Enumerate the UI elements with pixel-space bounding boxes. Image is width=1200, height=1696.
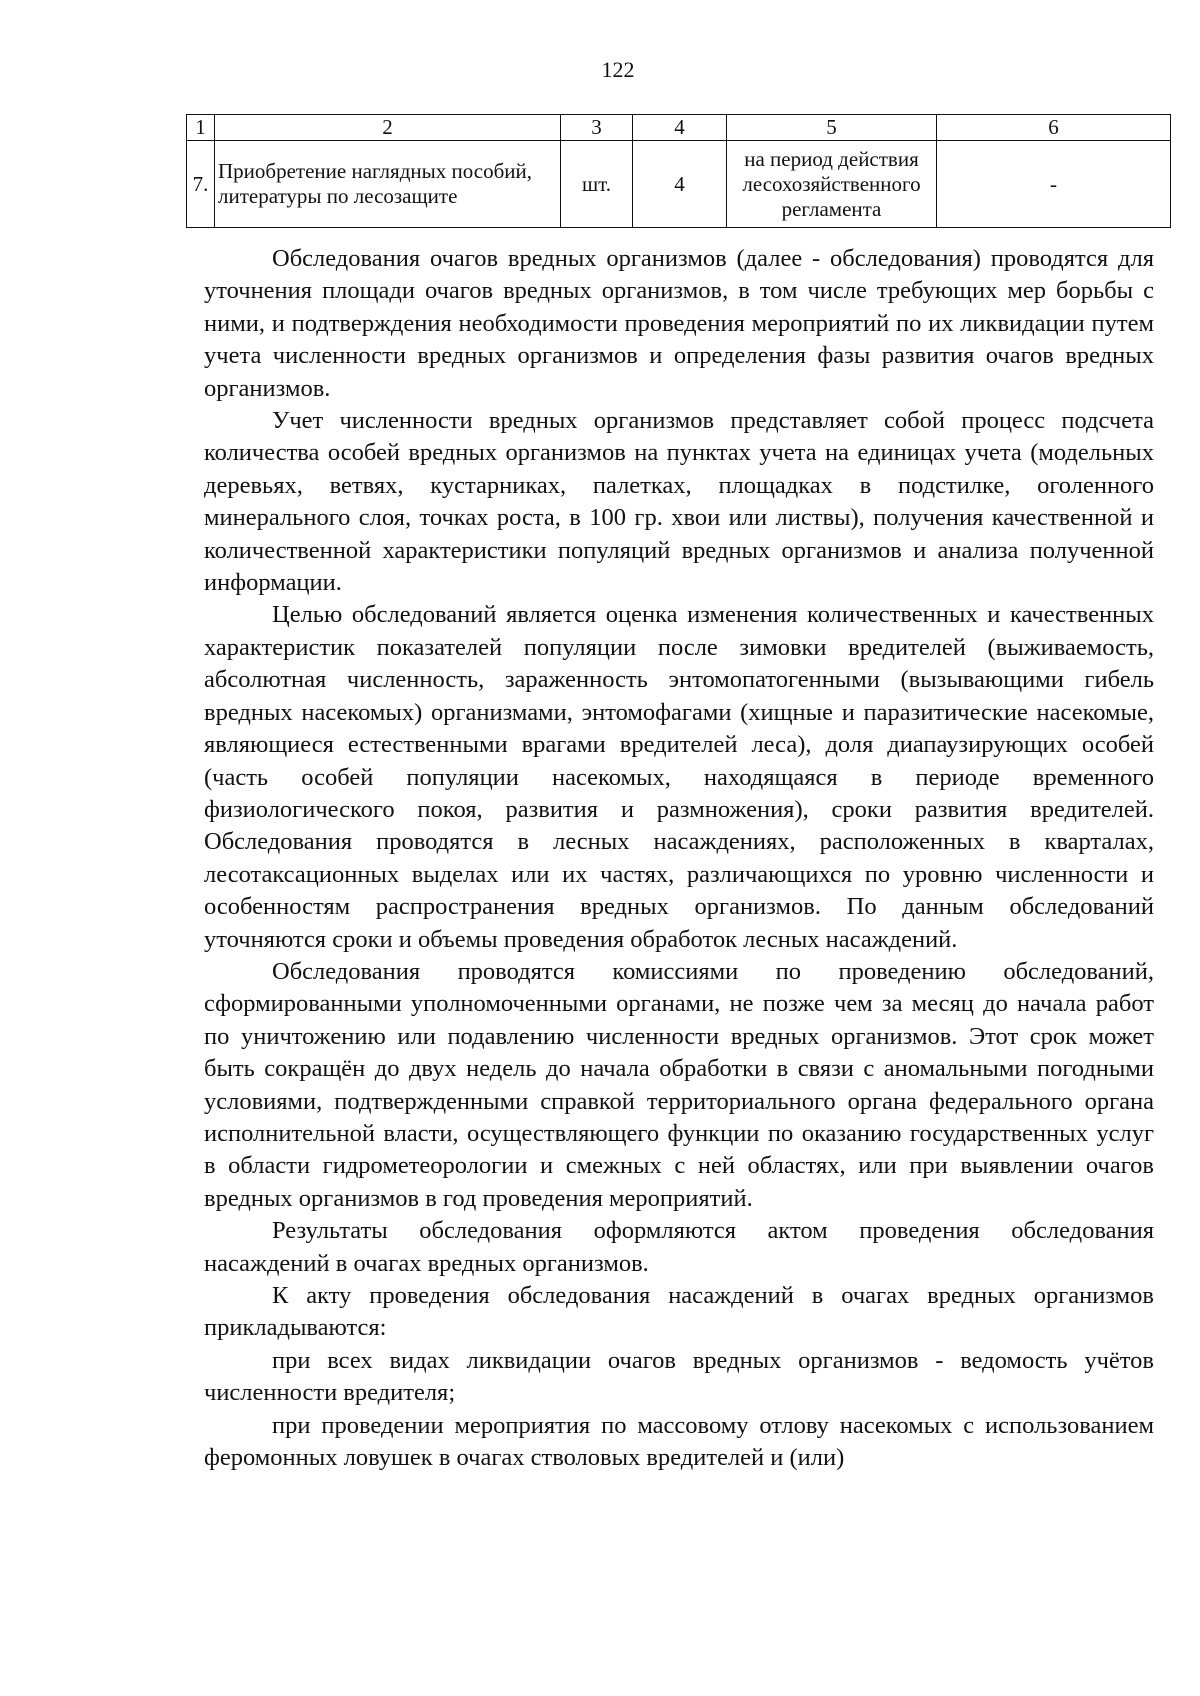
row-number: 7.: [187, 141, 215, 228]
measures-table: [186, 114, 1171, 228]
item-period: на период действия лесохозяйственного регламента: [727, 141, 937, 228]
body-text: [204, 243, 1154, 1474]
item-name: Приобретение наглядных пособий, литературы по лесозащите: [215, 141, 561, 228]
table-header-cell: 6: [937, 115, 1171, 141]
table-row: [187, 141, 1171, 228]
table-header-cell: 2: [215, 115, 561, 141]
paragraph: Учет численности вредных организмов представляет собой процесс подсчета количества особей вредных организмов на пунктах учета на единицах учета (модельных деревьях, ветвях, кустарниках, палетках, площадках в подстилке, оголенного минерального слоя, точках роста, в 100 гр. хвои или листвы), получения качественной и количественной характеристики популяций вредных организмов и анализа полученной информации.: [204, 407, 1154, 597]
paragraph: Обследования очагов вредных организмов (далее - обследования) проводятся для уточнения площади очагов вредных организмов, в том числе требующих мер борьбы с ними, и подтверждения необходимости проведения мероприятий по их ликвидации путем учета численности вредных организмов и определения фазы развития очагов вредных организмов.: [204, 245, 1154, 402]
paragraph: Обследования проводятся комиссиями по проведению обследований, сформированными уполномоченными органами, не позже чем за месяц до начала работ по уничтожению или подавлению численности вредных организмов. Этот срок может быть сокращён до двух недель до начала обработки в связи с аномальными погодными условиями, подтвержденными справкой территориального органа федерального органа исполнительной власти, осуществляющего функции по оказанию государственных услуг в области гидрометеорологии и смежных с ней областях, или при выявлении очагов вредных организмов в год проведения мероприятий.: [204, 957, 1154, 1212]
paragraph: при всех видах ликвидации очагов вредных организмов - ведомость учётов численности вредителя;: [204, 1346, 1154, 1407]
paragraph: Целью обследований является оценка изменения количественных и качественных характеристик показателей популяции после зимовки вредителей (выживаемость, абсолютная численность, зараженность энтомопатогенными (вызывающими гибель вредных насекомых) организмами, энтомофагами (хищные и паразитические насекомые, являющиеся естественными врагами вредителей леса), доля диапаузирующих особей (часть особей популяции насекомых, находящаяся в периоде временного физиологического покоя, развития и размножения), сроки развития вредителей. Обследования проводятся в лесных насаждениях, расположенных в кварталах, лесотаксационных выделах или их частях, различающихся по уровню численности и особенностям распространения вредных организмов. По данным обследований уточняются сроки и объемы проведения обработок лесных насаждений.: [204, 601, 1154, 953]
paragraph: при проведении мероприятия по массовому отлову насекомых с использованием феромонных ловушек в очагах стволовых вредителей и (или): [204, 1411, 1154, 1472]
table-header-cell: 4: [633, 115, 727, 141]
item-note: -: [937, 141, 1171, 228]
paragraph: Результаты обследования оформляются актом проведения обследования насаждений в очагах вредных организмов.: [204, 1217, 1154, 1277]
table-header-cell: 1: [187, 115, 215, 141]
item-unit: шт.: [561, 141, 633, 228]
item-quantity: 4: [633, 141, 727, 228]
page-number: 122: [601, 57, 635, 82]
table-header-cell: 5: [727, 115, 937, 141]
table-header-row: [187, 115, 1171, 141]
table-header-cell: 3: [561, 115, 633, 141]
paragraph: К акту проведения обследования насаждений в очагах вредных организмов прикладываются:: [204, 1282, 1154, 1342]
